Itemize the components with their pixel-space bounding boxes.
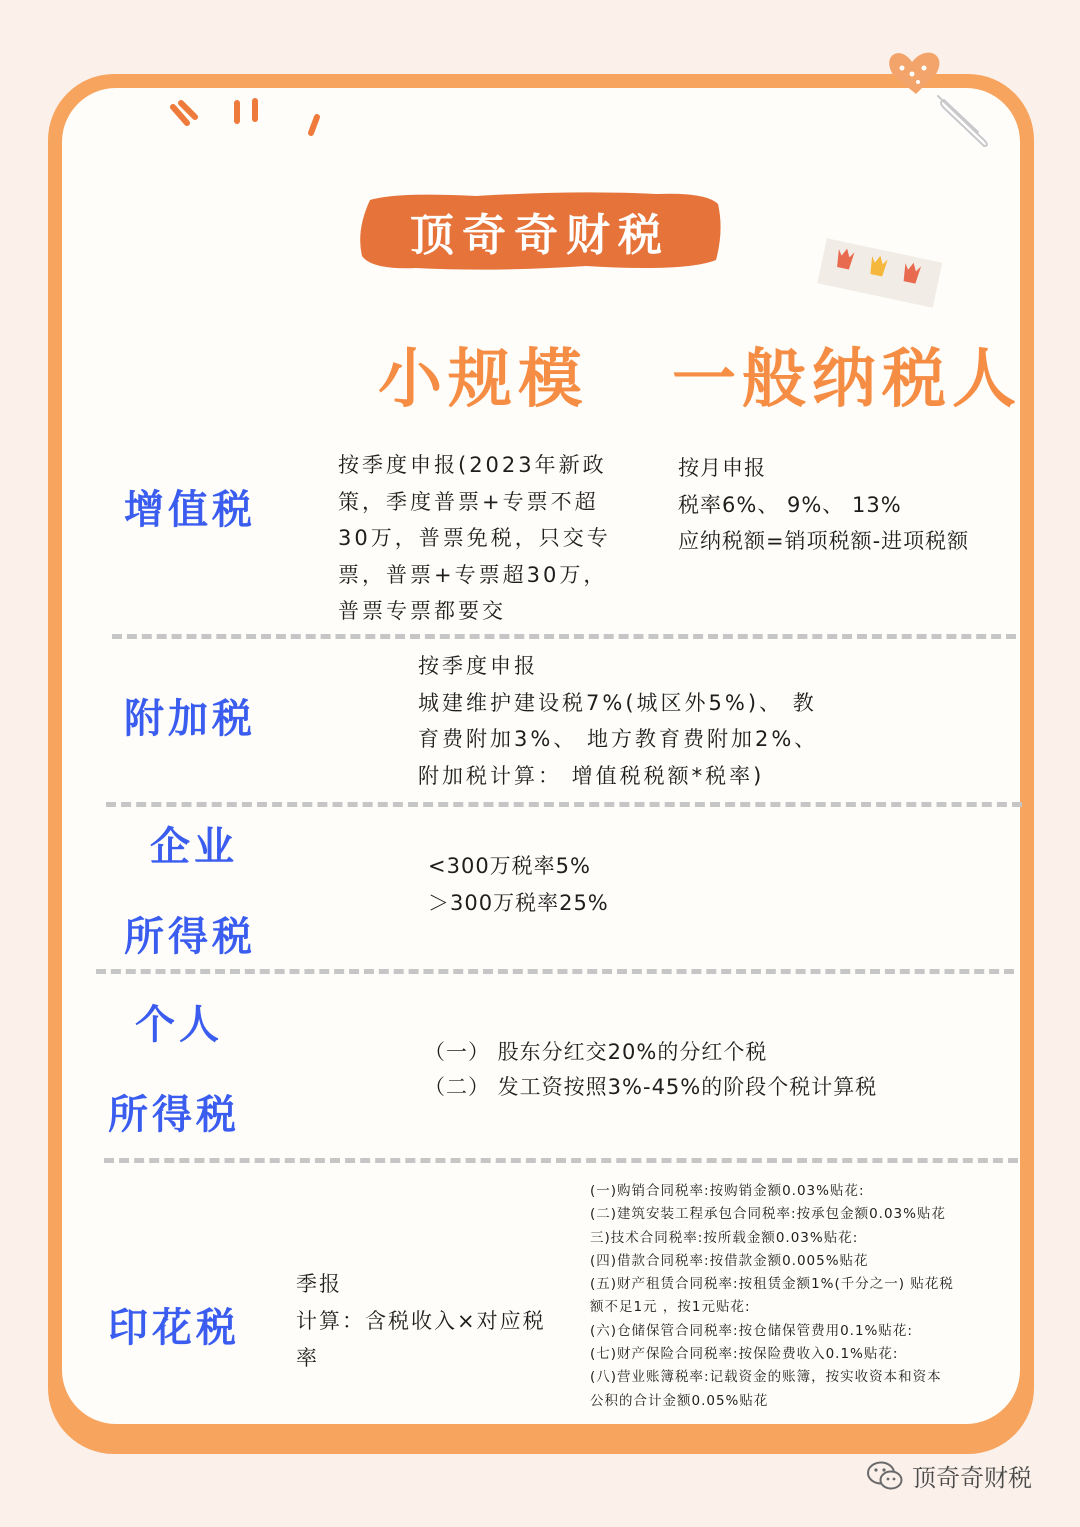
- vat-general-line: 税率6%、 9%、 13%: [678, 492, 902, 517]
- section-divider: [112, 634, 1016, 639]
- vat-small-line: 30万，普票免税，只交专: [338, 526, 611, 550]
- surtax-line: 附加税计算： 增值税税额*税率): [418, 763, 765, 788]
- label-vat: 增值税: [124, 487, 256, 533]
- stamp-rate-item: 三)技术合同税率:按所载金额0.03%贴花:: [590, 1229, 859, 1246]
- wechat-icon: [866, 1460, 904, 1492]
- heart-paperclip-icon: [882, 42, 998, 148]
- stamp-line: 率: [296, 1346, 319, 1370]
- label-pit-line2: 所得税: [108, 1092, 240, 1138]
- vat-general-line: 按月申报: [678, 456, 766, 480]
- footer-watermark: [866, 1458, 1032, 1493]
- surtax-text: [418, 648, 818, 794]
- tulip-tape-icon: [815, 232, 945, 312]
- cit-line: ＞300万税率25%: [428, 890, 609, 915]
- stamp-rate-item: (五)财产租赁合同税率:按租赁金额1%(千分之一) 贴花税: [590, 1276, 954, 1293]
- decorative-strokes: [165, 95, 335, 145]
- stamp-rates-list: [590, 1180, 954, 1413]
- cit-text: [428, 848, 609, 921]
- vat-general-text: [678, 450, 969, 560]
- footer-account-name: 顶奇奇财税: [912, 1464, 1032, 1492]
- label-pit-line1: 个人: [135, 1002, 223, 1048]
- surtax-line: 按季度申报: [418, 654, 538, 678]
- stamp-text: [296, 1266, 546, 1377]
- pit-line: （二） 发工资按照3%-45%的阶段个税计算税: [424, 1075, 878, 1099]
- surtax-line: 城建维护建设税7%(城区外5%)、 教: [418, 690, 817, 715]
- vat-small-line: 策，季度普票+专票不超: [338, 489, 599, 514]
- stamp-line: 计算：含税收入×对应税: [296, 1309, 546, 1333]
- stamp-rate-item: (一)购销合同税率:按购销金额0.03%贴花:: [590, 1183, 865, 1199]
- cit-line: <300万税率5%: [428, 854, 591, 878]
- surtax-line: 育费附加3%、 地方教育费附加2%、: [418, 727, 819, 751]
- stamp-rate-item: (八)营业账簿税率:记载资金的账簿，按实收资本和资本: [590, 1369, 942, 1386]
- section-divider: [106, 802, 1022, 807]
- label-surtax: 附加税: [124, 696, 256, 742]
- vat-small-line: 按季度申报(2023年新政: [338, 453, 607, 477]
- label-cit-line1: 企业: [150, 824, 238, 870]
- stamp-rate-item: (四)借款合同税率:按借款金额0.005%贴花: [590, 1252, 869, 1269]
- stamp-rate-item: (六)仓储保管合同税率:按仓储保管费用0.1%贴花:: [590, 1322, 913, 1339]
- brand-banner: [356, 190, 724, 272]
- pit-line: （一） 股东分红交20%的分红个税: [424, 1040, 768, 1064]
- vat-small-text: [338, 447, 611, 630]
- section-divider: [96, 969, 1014, 974]
- vat-small-line: 普票专票都要交: [338, 599, 506, 623]
- stamp-rate-item: 公积的合计金额0.05%贴花: [590, 1392, 769, 1409]
- heading-small-scale: 小规模: [378, 343, 588, 417]
- vat-general-line: 应纳税额=销项税额-进项税额: [678, 529, 970, 553]
- brand-title: 顶奇奇财税: [410, 210, 670, 261]
- pit-text: [424, 1035, 877, 1105]
- section-divider: [104, 1158, 1018, 1163]
- label-cit-line2: 所得税: [124, 914, 256, 960]
- label-stamp: 印花税: [108, 1305, 240, 1351]
- stamp-rate-item: (二)建筑安装工程承包合同税率:按承包金额0.03%贴花: [590, 1206, 946, 1223]
- vat-small-line: 票，普票+专票超30万，: [338, 562, 608, 587]
- stamp-line: 季报: [296, 1272, 342, 1296]
- heading-general-taxpayer: 一般纳税人: [672, 343, 1022, 417]
- stamp-rate-item: (七)财产保险合同税率:按保险费收入0.1%贴花:: [590, 1346, 899, 1363]
- stamp-rate-item: 额不足1元 ，按1元贴花:: [590, 1299, 751, 1316]
